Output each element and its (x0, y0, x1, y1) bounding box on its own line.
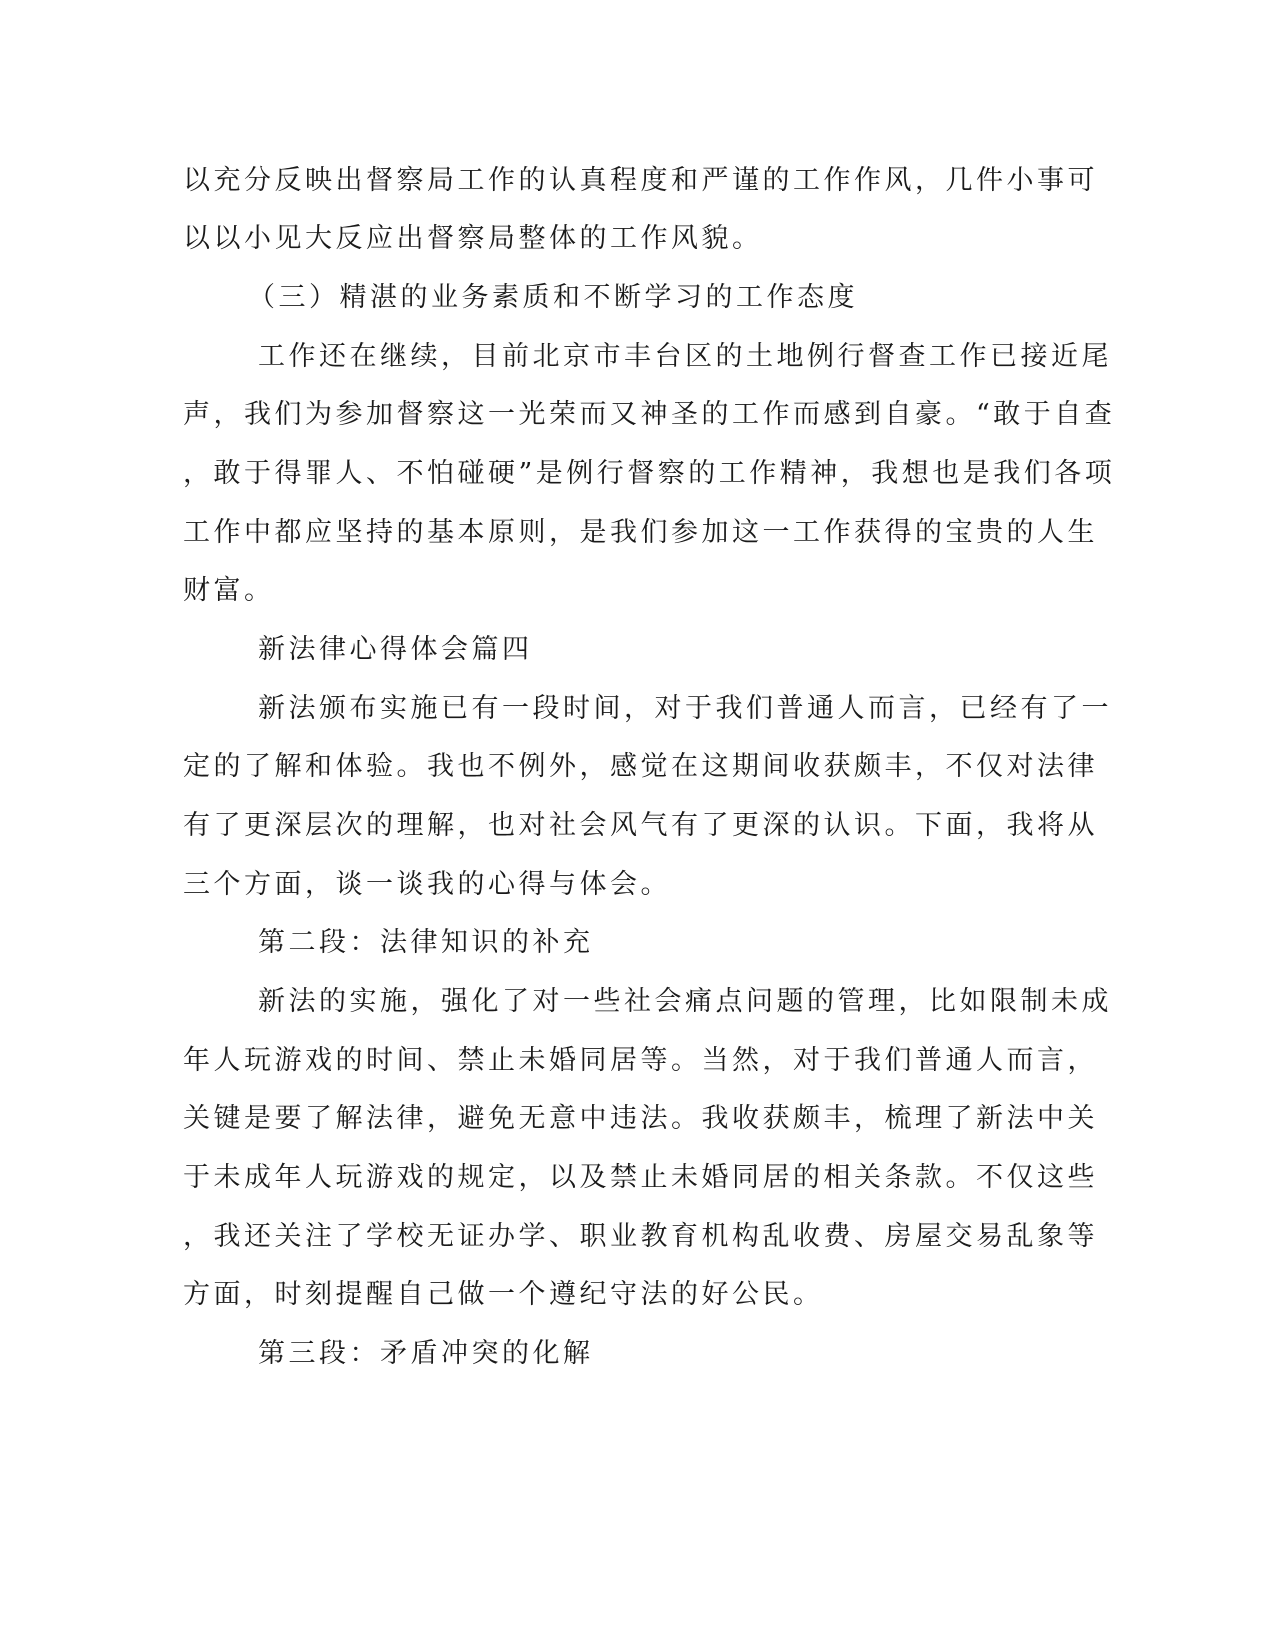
body-line: 方面，时刻提醒自己做一个遵纪守法的好公民。 (183, 1279, 824, 1310)
body-line: 财富。 (183, 575, 275, 606)
body-line: 新法颁布实施已有一段时间，对于我们普通人而言，已经有了一 (258, 693, 1112, 724)
body-line: 年人玩游戏的时间、禁止未婚同居等。当然，对于我们普通人而言， (183, 1045, 1098, 1076)
body-line: 定的了解和体验。我也不例外，感觉在这期间收获颇丰，不仅对法律 (183, 751, 1098, 782)
section-heading: （三）精湛的业务素质和不断学习的工作态度 (248, 282, 858, 313)
body-line: 工作还在继续，目前北京市丰台区的土地例行督查工作已接近尾 (258, 341, 1112, 372)
body-line: 工作中都应坚持的基本原则，是我们参加这一工作获得的宝贵的人生 (183, 517, 1098, 548)
section-heading: 第三段：矛盾冲突的化解 (258, 1338, 594, 1369)
section-heading: 新法律心得体会篇四 (258, 634, 533, 665)
body-line: 有了更深层次的理解，也对社会风气有了更深的认识。下面，我将从 (183, 810, 1098, 841)
body-line: 于未成年人玩游戏的规定，以及禁止未婚同居的相关条款。不仅这些 (183, 1162, 1098, 1193)
body-line: 三个方面，谈一谈我的心得与体会。 (183, 869, 671, 900)
body-line: 以充分反映出督察局工作的认真程度和严谨的工作作风，几件小事可 (183, 165, 1098, 196)
body-line: 关键是要了解法律，避免无意中违法。我收获颇丰，梳理了新法中关 (183, 1103, 1098, 1134)
body-line: 新法的实施，强化了对一些社会痛点问题的管理，比如限制未成 (258, 986, 1112, 1017)
body-line: ，我还关注了学校无证办学、职业教育机构乱收费、房屋交易乱象等 (183, 1221, 1098, 1252)
body-line: 声，我们为参加督察这一光荣而又神圣的工作而感到自豪。“敢于自查 (183, 399, 1116, 430)
section-heading: 第二段：法律知识的补充 (258, 927, 594, 958)
body-line: 以以小见大反应出督察局整体的工作风貌。 (183, 223, 763, 254)
body-line: ，敢于得罪人、不怕碰硬”是例行督察的工作精神，我想也是我们各项 (183, 458, 1116, 489)
